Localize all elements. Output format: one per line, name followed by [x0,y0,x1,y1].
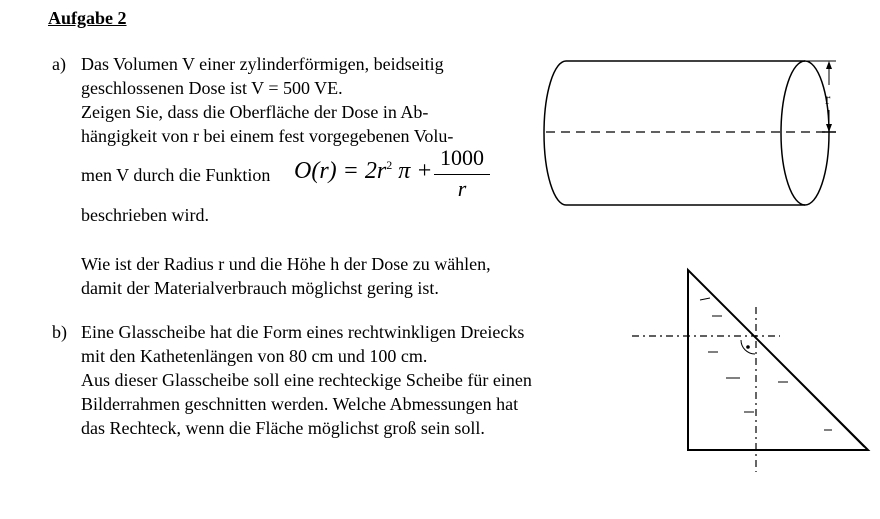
surface-formula [294,146,494,206]
formula-denominator: r [457,176,467,201]
radius-arrow-top [826,61,832,69]
part-b-marker: b) [52,322,67,342]
task-title: Aufgabe 2 [48,8,127,28]
part-a-line-4: hängigkeit von r bei einem fest vorgegebenen Volu- [81,126,454,146]
part-a-line-6: beschrieben wird. [81,205,209,225]
fraction-bar [434,174,490,175]
hypotenuse-inner-line [694,276,864,447]
shading-mark [700,298,710,300]
part-b-line-5: das Rechteck, wenn die Fläche möglichst groß sein soll. [81,418,485,438]
cylinder-back-arc [544,61,566,205]
part-a-line-1: Das Volumen V einer zylinderförmigen, beidseitig [81,54,444,74]
part-a-marker: a) [52,54,66,74]
triangle-figure [628,262,873,474]
part-a-question-2: damit der Materialverbrauch möglichst gering ist. [81,278,439,298]
part-a-line-2: geschlossenen Dose ist V = 500 VE. [81,78,343,98]
part-b-line-3: Aus dieser Glasscheibe soll eine rechteckige Scheibe für einen [81,370,532,390]
part-a-question-1: Wie ist der Radius r und die Höhe h der Dose zu wählen, [81,254,491,274]
cylinder-figure [530,55,850,215]
cylinder-front-face [781,61,829,205]
part-b-line-2: mit den Kathetenlängen von 80 cm und 100 cm. [81,346,428,366]
radius-arrow-bottom [826,124,832,132]
right-angle-dot [746,345,750,349]
formula-fraction [434,146,490,200]
radius-label: r [825,91,831,108]
formula-exponent: 2 [386,158,393,172]
part-a-line-5: men V durch die Funktion [81,165,271,185]
formula-pi: π + [392,158,433,184]
formula-numerator: 1000 [440,145,484,170]
part-b-line-1: Eine Glasscheibe hat die Form eines rechtwinkligen Dreiecks [81,322,525,342]
formula-lhs: O(r) = 2r [294,158,387,184]
part-b-line-4: Bilderrahmen geschnitten werden. Welche Abmessungen hat [81,394,519,414]
part-a-line-3: Zeigen Sie, dass die Oberfläche der Dose in Ab- [81,102,429,122]
